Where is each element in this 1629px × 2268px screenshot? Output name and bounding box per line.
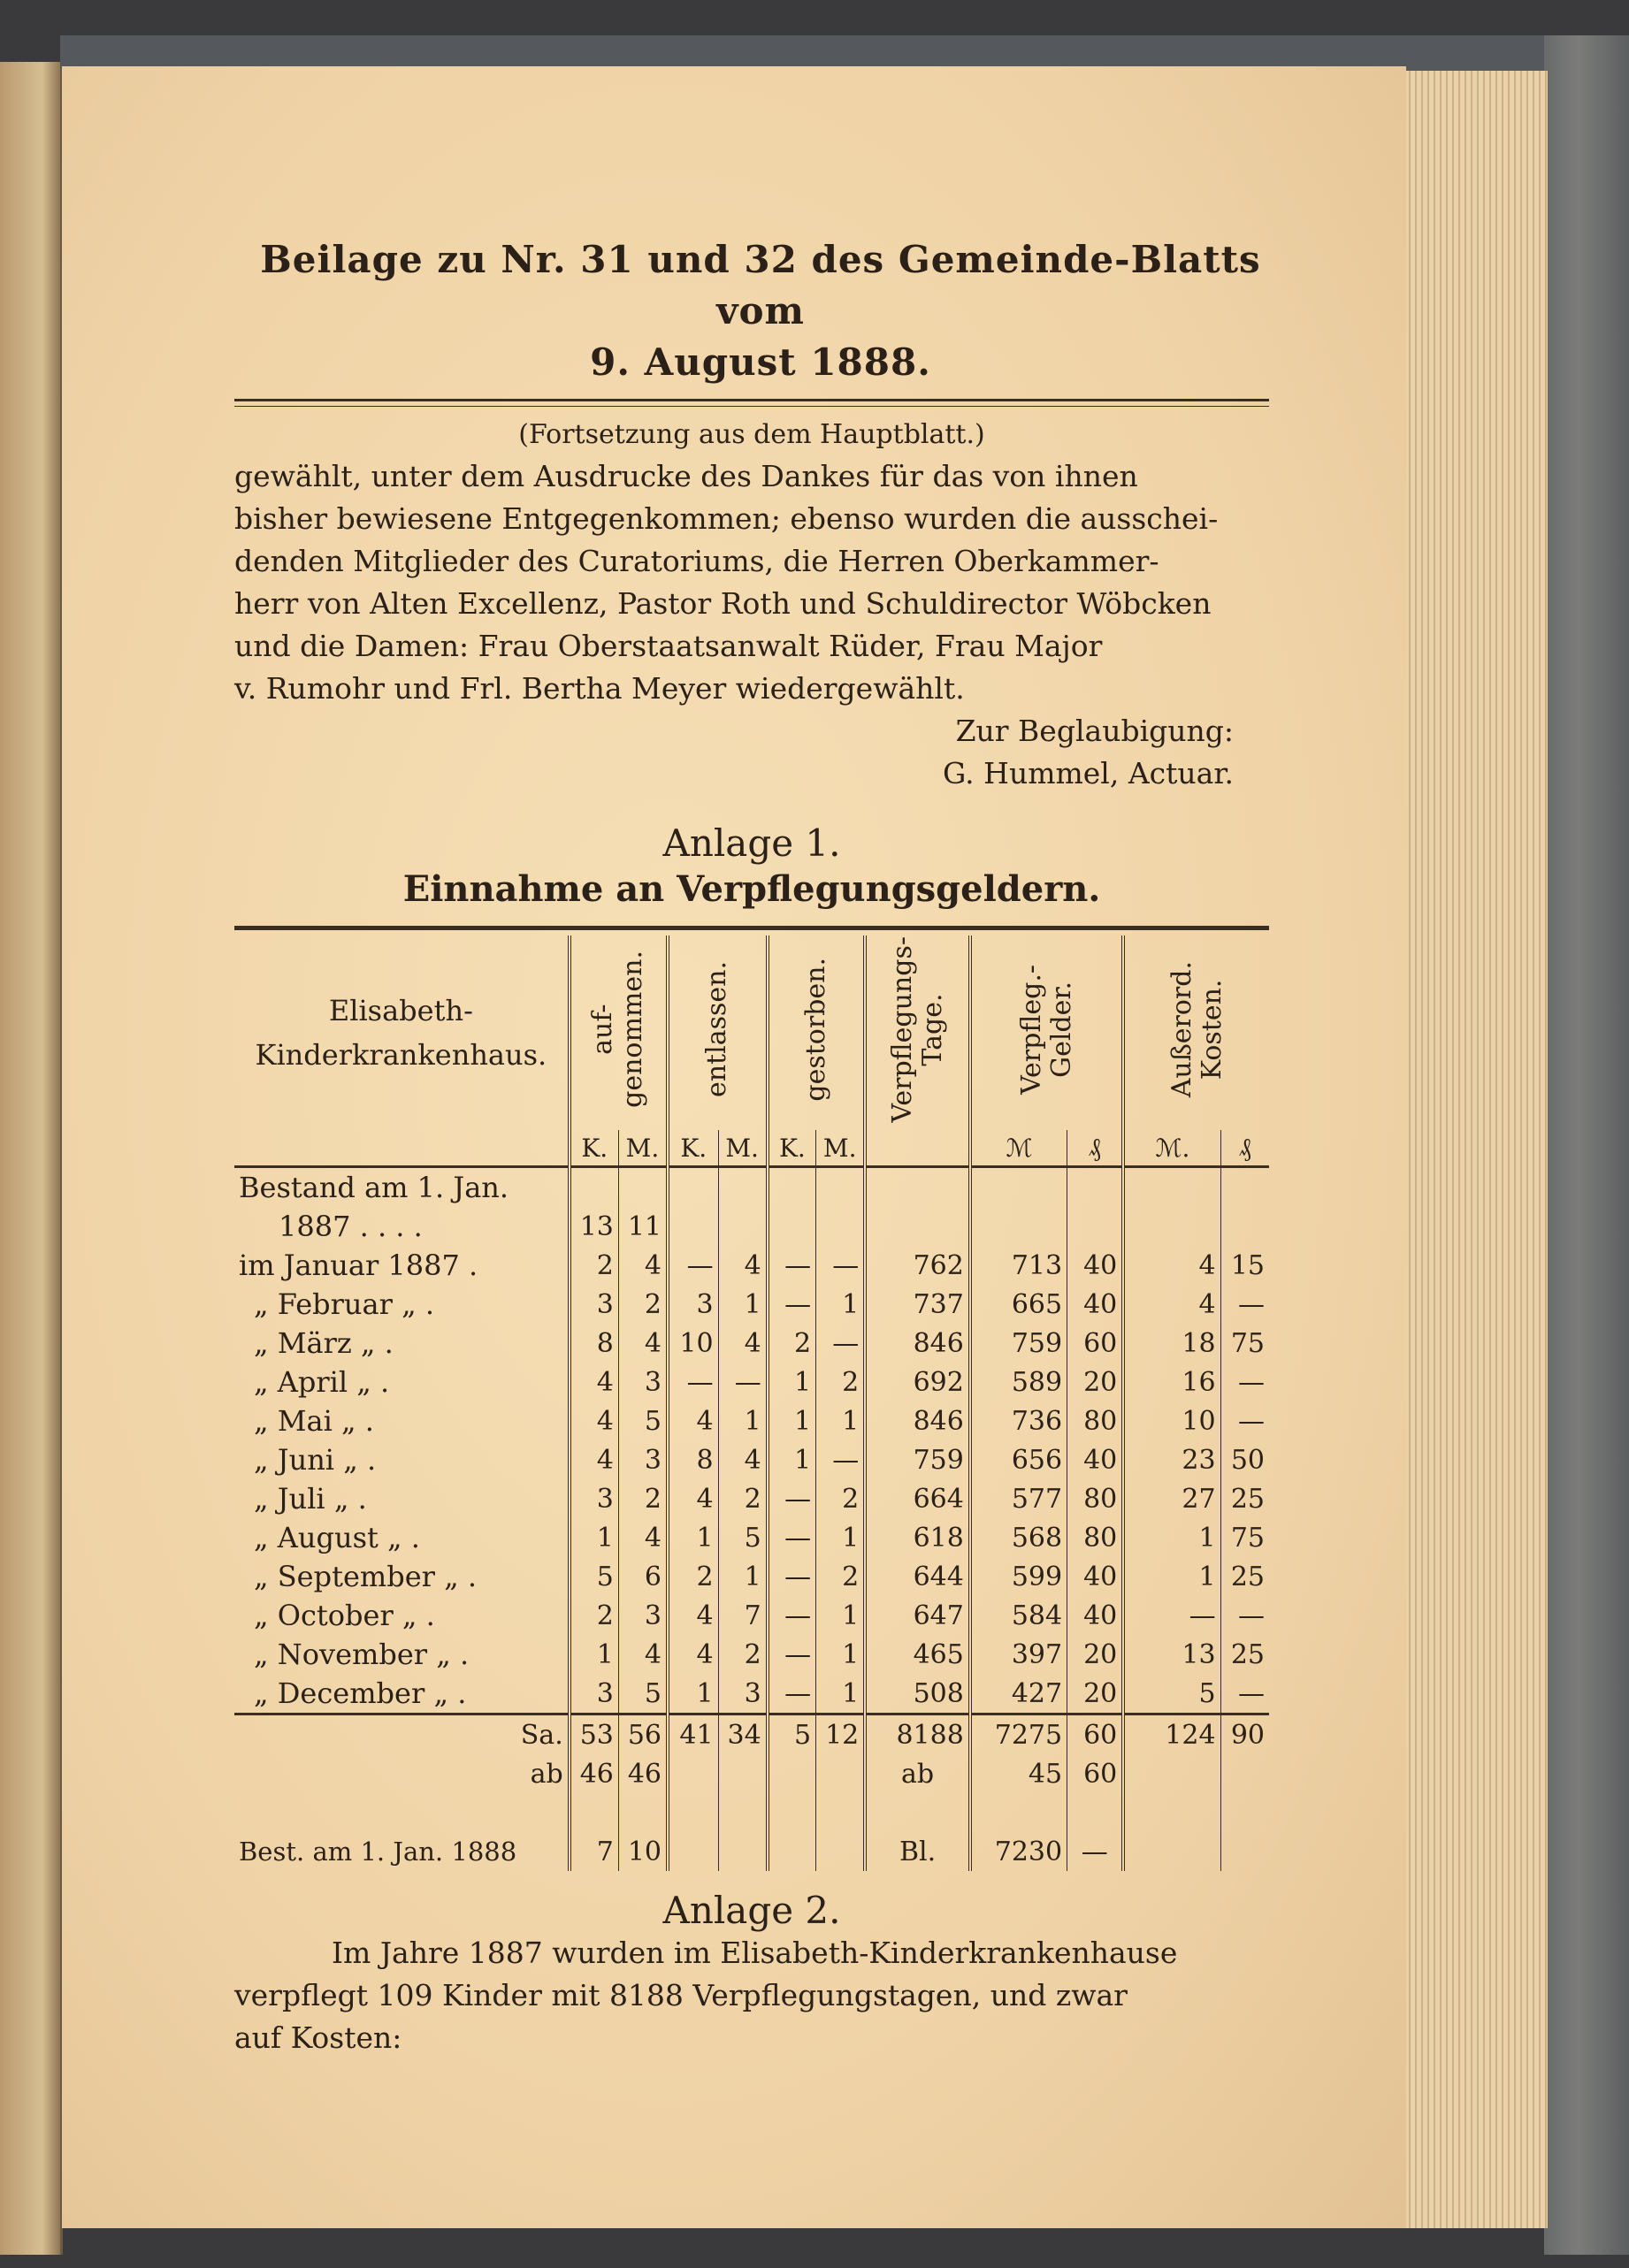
cell: ab	[865, 1754, 970, 1793]
anlage2-line: auf Kosten:	[234, 2020, 402, 2055]
cell: —	[768, 1518, 816, 1557]
ab-row	[234, 1754, 1269, 1793]
cell: 427	[970, 1674, 1067, 1714]
cell: —	[718, 1363, 768, 1401]
signature-block	[234, 710, 1269, 795]
cell: 40	[1067, 1557, 1124, 1596]
col-header-aufgenommen: auf- genommen.	[570, 935, 668, 1130]
table-row	[234, 1518, 1269, 1557]
cell: —	[768, 1557, 816, 1596]
cell: Bl.	[865, 1832, 970, 1871]
cell: 3	[570, 1285, 619, 1324]
anlage2-heading: Anlage 2.	[662, 1889, 841, 1932]
anlage2-text	[234, 1932, 1269, 2059]
cell: 1	[768, 1401, 816, 1440]
cell: 2	[816, 1557, 866, 1596]
cell	[865, 1793, 970, 1832]
cell: —	[768, 1285, 816, 1324]
cell: 664	[865, 1479, 970, 1518]
table-row	[234, 1557, 1269, 1596]
cell: 3	[618, 1440, 668, 1479]
cell: 45	[970, 1754, 1067, 1793]
unit-k: K.	[668, 1130, 718, 1167]
col-header-gelder: Verpfleg.- Gelder.	[970, 935, 1123, 1130]
cell: 4	[668, 1635, 718, 1674]
row-label: „ April „ .	[254, 1365, 390, 1399]
cell: 618	[865, 1518, 970, 1557]
unit-mark: ℳ	[970, 1130, 1067, 1167]
cell: Sa.	[234, 1714, 570, 1755]
cell: 647	[865, 1596, 970, 1635]
cell: 75	[1220, 1518, 1269, 1557]
cell: 4	[718, 1440, 768, 1479]
cell: 1	[668, 1518, 718, 1557]
cell: 5	[718, 1518, 768, 1557]
cell: 1	[816, 1635, 866, 1674]
cell: 1	[816, 1674, 866, 1714]
cell: —	[668, 1246, 718, 1285]
cell: 692	[865, 1363, 970, 1401]
cell: 397	[970, 1635, 1067, 1674]
cell: —	[768, 1246, 816, 1285]
cell: 40	[1067, 1440, 1124, 1479]
cell	[668, 1793, 718, 1832]
cell: 568	[970, 1518, 1067, 1557]
cell: 4	[1123, 1246, 1220, 1285]
table-row	[234, 1635, 1269, 1674]
cell: 762	[865, 1246, 970, 1285]
cell: 1	[570, 1635, 619, 1674]
cell: 5	[570, 1557, 619, 1596]
paragraph-line: v. Rumohr und Frl. Bertha Meyer wiedergewählt.	[234, 671, 965, 706]
page-content	[234, 234, 1269, 2059]
cell	[768, 1754, 816, 1793]
row-label: „ März „ .	[254, 1326, 394, 1360]
cell: 7275	[970, 1714, 1067, 1755]
cell: 6	[618, 1557, 668, 1596]
cell: 40	[1067, 1246, 1124, 1285]
cell	[668, 1754, 718, 1793]
row-label: im Januar 1887 .	[239, 1249, 478, 1282]
table-row	[234, 1440, 1269, 1479]
cell	[234, 1793, 570, 1832]
cell: 25	[1220, 1635, 1269, 1674]
cell: 1	[768, 1363, 816, 1401]
cell	[1220, 1754, 1269, 1793]
cell: 10	[618, 1832, 668, 1871]
title-rule	[234, 399, 1269, 407]
cell: 2	[618, 1285, 668, 1324]
cell: 46	[618, 1754, 668, 1793]
cell: 1	[816, 1596, 866, 1635]
cell	[816, 1832, 866, 1871]
cell: 577	[970, 1479, 1067, 1518]
unit-m: M.	[816, 1130, 866, 1167]
table-row	[234, 1401, 1269, 1440]
cell: 846	[865, 1324, 970, 1363]
cell: 18	[1123, 1324, 1220, 1363]
paragraph-line: denden Mitglieder des Curatoriums, die Herren Oberkammer-	[234, 544, 1159, 578]
cell: 3	[618, 1596, 668, 1635]
cell: 1	[816, 1518, 866, 1557]
unit-blank	[865, 1130, 970, 1167]
cell: —	[1220, 1363, 1269, 1401]
cell: 20	[1067, 1635, 1124, 1674]
book-cover-top	[60, 35, 1555, 71]
cell: 8	[668, 1440, 718, 1479]
cell: 10	[1123, 1401, 1220, 1440]
cell: 8188	[865, 1714, 970, 1755]
cell: 2	[816, 1479, 866, 1518]
corner-label-line-1: Elisabeth-	[328, 994, 473, 1027]
cell: 1	[816, 1285, 866, 1324]
cell: —	[768, 1635, 816, 1674]
cell: 3	[668, 1285, 718, 1324]
table-row	[234, 1246, 1269, 1285]
cell: 7230	[970, 1832, 1067, 1871]
table-row	[234, 1363, 1269, 1401]
cell: Best. am 1. Jan. 1888	[239, 1837, 517, 1867]
cell: 12	[816, 1714, 866, 1755]
table-row	[234, 1674, 1269, 1714]
corner-label-line-2: Kinderkrankenhaus.	[255, 1038, 547, 1072]
left-page-edge	[0, 62, 63, 2255]
cell	[1067, 1793, 1124, 1832]
cell	[718, 1793, 768, 1832]
unit-pf: ₰	[1220, 1130, 1269, 1167]
unit-k: K.	[768, 1130, 816, 1167]
cell: 4	[718, 1246, 768, 1285]
cell: 4	[618, 1246, 668, 1285]
cell: 2	[618, 1479, 668, 1518]
signature-line-1: Zur Beglaubigung:	[955, 714, 1234, 748]
row-label: „ November „ .	[254, 1638, 470, 1671]
cell: 665	[970, 1285, 1067, 1324]
cell	[970, 1793, 1067, 1832]
cell: 60	[1067, 1324, 1124, 1363]
ledger-body	[234, 1167, 1269, 1714]
corner-label	[234, 935, 570, 1130]
cell: 1	[718, 1557, 768, 1596]
cell: 2	[570, 1596, 619, 1635]
signature-line-2: G. Hummel, Actuar.	[943, 756, 1234, 790]
col-header-gestorben: gestorben.	[768, 935, 866, 1130]
cell: —	[1220, 1401, 1269, 1440]
title-line-2: 9. August 1888.	[590, 340, 931, 384]
cell	[570, 1793, 619, 1832]
cell: 50	[1220, 1440, 1269, 1479]
cell: —	[1220, 1596, 1269, 1635]
cell: 11	[618, 1207, 668, 1246]
cell: 75	[1220, 1324, 1269, 1363]
cell: 2	[718, 1479, 768, 1518]
cell: —	[1123, 1596, 1220, 1635]
cell: 80	[1067, 1401, 1124, 1440]
row-label: „ Juli „ .	[254, 1482, 367, 1516]
cell: —	[816, 1324, 866, 1363]
col-header-kosten: Außerord. Kosten.	[1123, 935, 1269, 1130]
cell: 713	[970, 1246, 1067, 1285]
cell	[618, 1793, 668, 1832]
cell: 584	[970, 1596, 1067, 1635]
cell: 7	[718, 1596, 768, 1635]
row-label: „ Mai „ .	[254, 1404, 374, 1438]
cell	[1123, 1793, 1220, 1832]
unit-mark: ℳ.	[1123, 1130, 1220, 1167]
cell: 2	[768, 1324, 816, 1363]
ledger-summary	[234, 1714, 1269, 1872]
cell: 7	[570, 1832, 619, 1871]
unit-blank	[234, 1130, 570, 1167]
cell: 589	[970, 1363, 1067, 1401]
cell: 1	[668, 1674, 718, 1714]
cell: 2	[570, 1246, 619, 1285]
cell: 4	[570, 1363, 619, 1401]
cell: 16	[1123, 1363, 1220, 1401]
table-row	[234, 1167, 1269, 1208]
cell: 737	[865, 1285, 970, 1324]
table-row	[234, 1285, 1269, 1324]
cell	[768, 1793, 816, 1832]
cell: 759	[865, 1440, 970, 1479]
cell	[668, 1832, 718, 1871]
cell: 13	[570, 1207, 619, 1246]
cell: 5	[618, 1674, 668, 1714]
cell	[768, 1832, 816, 1871]
cell	[1220, 1832, 1269, 1871]
cell: 736	[970, 1401, 1067, 1440]
cell: —	[668, 1363, 718, 1401]
cell: 41	[668, 1714, 718, 1755]
cell: 4	[618, 1518, 668, 1557]
table-top-rule	[234, 928, 1269, 936]
cell: 3	[718, 1674, 768, 1714]
sum-row	[234, 1714, 1269, 1755]
unit-m: M.	[718, 1130, 768, 1167]
cell	[1220, 1793, 1269, 1832]
col-header-entlassen: entlassen.	[668, 935, 768, 1130]
cell: —	[768, 1674, 816, 1714]
cell: 3	[570, 1479, 619, 1518]
row-label: „ October „ .	[254, 1599, 435, 1632]
paragraph-line: bisher bewiesene Entgegenkommen; ebenso wurden die ausschei-	[234, 501, 1219, 536]
cell	[816, 1793, 866, 1832]
row-label: „ Juni „ .	[254, 1443, 377, 1477]
title-line-1: Beilage zu Nr. 31 und 32 des Gemeinde-Blatts vom	[260, 238, 1261, 332]
cell: 23	[1123, 1440, 1220, 1479]
book-page	[62, 66, 1406, 2228]
cell: 656	[970, 1440, 1067, 1479]
page-title	[252, 234, 1269, 388]
cell: 4	[668, 1596, 718, 1635]
ledger-table	[234, 926, 1269, 1871]
cell: 599	[970, 1557, 1067, 1596]
cell: 27	[1123, 1479, 1220, 1518]
paragraph-line: herr von Alten Excellenz, Pastor Roth und Schuldirector Wöbcken	[234, 586, 1212, 621]
cell	[718, 1754, 768, 1793]
cell: 53	[570, 1714, 619, 1755]
cell: 1	[816, 1401, 866, 1440]
cell	[1123, 1754, 1220, 1793]
cell: 8	[570, 1324, 619, 1363]
cell: 90	[1220, 1714, 1269, 1755]
cell	[718, 1832, 768, 1871]
cell: 80	[1067, 1479, 1124, 1518]
cell: 60	[1067, 1754, 1124, 1793]
cell: 40	[1067, 1285, 1124, 1324]
cell: 2	[816, 1363, 866, 1401]
cell: 15	[1220, 1246, 1269, 1285]
cell: —	[768, 1596, 816, 1635]
cell: 1	[718, 1285, 768, 1324]
table-row	[234, 1324, 1269, 1363]
table-row	[234, 1596, 1269, 1635]
cell: 46	[570, 1754, 619, 1793]
cell: ab	[530, 1758, 563, 1790]
col-header-tage: Verpflegungs- Tage.	[865, 935, 970, 1130]
cell: 25	[1220, 1557, 1269, 1596]
row-label: „ August „ .	[254, 1521, 420, 1554]
paragraph-line: und die Damen: Frau Oberstaatsanwalt Rüder, Frau Major	[234, 629, 1103, 663]
cell: —	[1067, 1832, 1124, 1871]
row-label: „ September „ .	[254, 1560, 478, 1593]
continuation-note: (Fortsetzung aus dem Hauptblatt.)	[518, 419, 985, 450]
cell: 4	[618, 1324, 668, 1363]
cell: 1	[570, 1518, 619, 1557]
cell: 4	[668, 1401, 718, 1440]
cell: 3	[618, 1363, 668, 1401]
cell: 13	[1123, 1635, 1220, 1674]
anlage2-line: verpflegt 109 Kinder mit 8188 Verpflegungstagen, und zwar	[234, 1978, 1128, 2012]
unit-pf: ₰	[1067, 1130, 1124, 1167]
cell: 5	[618, 1401, 668, 1440]
cell: 1	[718, 1401, 768, 1440]
paragraph	[234, 455, 1269, 710]
cell: 1	[768, 1440, 816, 1479]
row-label: „ Februar „ .	[254, 1287, 434, 1321]
row-label: „ December „ .	[254, 1676, 467, 1710]
cell: 759	[970, 1324, 1067, 1363]
cell: 56	[618, 1714, 668, 1755]
cell: 4	[618, 1635, 668, 1674]
cell: 4	[668, 1479, 718, 1518]
anlage1-heading: Anlage 1.	[662, 821, 841, 865]
cell: 1	[1123, 1518, 1220, 1557]
cell: —	[1220, 1674, 1269, 1714]
cell: 5	[768, 1714, 816, 1755]
cell: 4	[570, 1440, 619, 1479]
cell: 2	[668, 1557, 718, 1596]
cell: —	[816, 1440, 866, 1479]
cell: 10	[668, 1324, 718, 1363]
cell: 34	[718, 1714, 768, 1755]
cell: 2	[718, 1635, 768, 1674]
cell: 4	[570, 1401, 619, 1440]
cell: 5	[1123, 1674, 1220, 1714]
cell: 846	[865, 1401, 970, 1440]
cell: 80	[1067, 1518, 1124, 1557]
cell: 508	[865, 1674, 970, 1714]
row-label: Bestand am 1. Jan.	[239, 1171, 509, 1204]
cell: 124	[1123, 1714, 1220, 1755]
row-label: 1887 . . . .	[279, 1210, 423, 1243]
cell	[1123, 1832, 1220, 1871]
cell: —	[816, 1246, 866, 1285]
spacer-row	[234, 1793, 1269, 1832]
cell: —	[768, 1479, 816, 1518]
table-row	[234, 1479, 1269, 1518]
anlage2-line: Im Jahre 1887 wurden im Elisabeth-Kinderkrankenhause	[332, 1936, 1178, 1970]
table-row	[234, 1207, 1269, 1246]
cell: 20	[1067, 1674, 1124, 1714]
cell: 4	[718, 1324, 768, 1363]
cell: 25	[1220, 1479, 1269, 1518]
cell: 60	[1067, 1714, 1124, 1755]
cell: 40	[1067, 1596, 1124, 1635]
unit-m: M.	[618, 1130, 668, 1167]
cell: —	[1220, 1285, 1269, 1324]
cell: 4	[1123, 1285, 1220, 1324]
cell: 465	[865, 1635, 970, 1674]
cell	[816, 1754, 866, 1793]
final-row	[234, 1832, 1269, 1871]
cell: 644	[865, 1557, 970, 1596]
anlage1-subheading: Einnahme an Verpflegungsgeldern.	[402, 868, 1101, 910]
paragraph-line: gewählt, unter dem Ausdrucke des Dankes für das von ihnen	[234, 459, 1138, 493]
unit-k: K.	[570, 1130, 619, 1167]
cell: 1	[1123, 1557, 1220, 1596]
cell: 3	[570, 1674, 619, 1714]
book-cover-right	[1544, 35, 1629, 2255]
cell: 20	[1067, 1363, 1124, 1401]
